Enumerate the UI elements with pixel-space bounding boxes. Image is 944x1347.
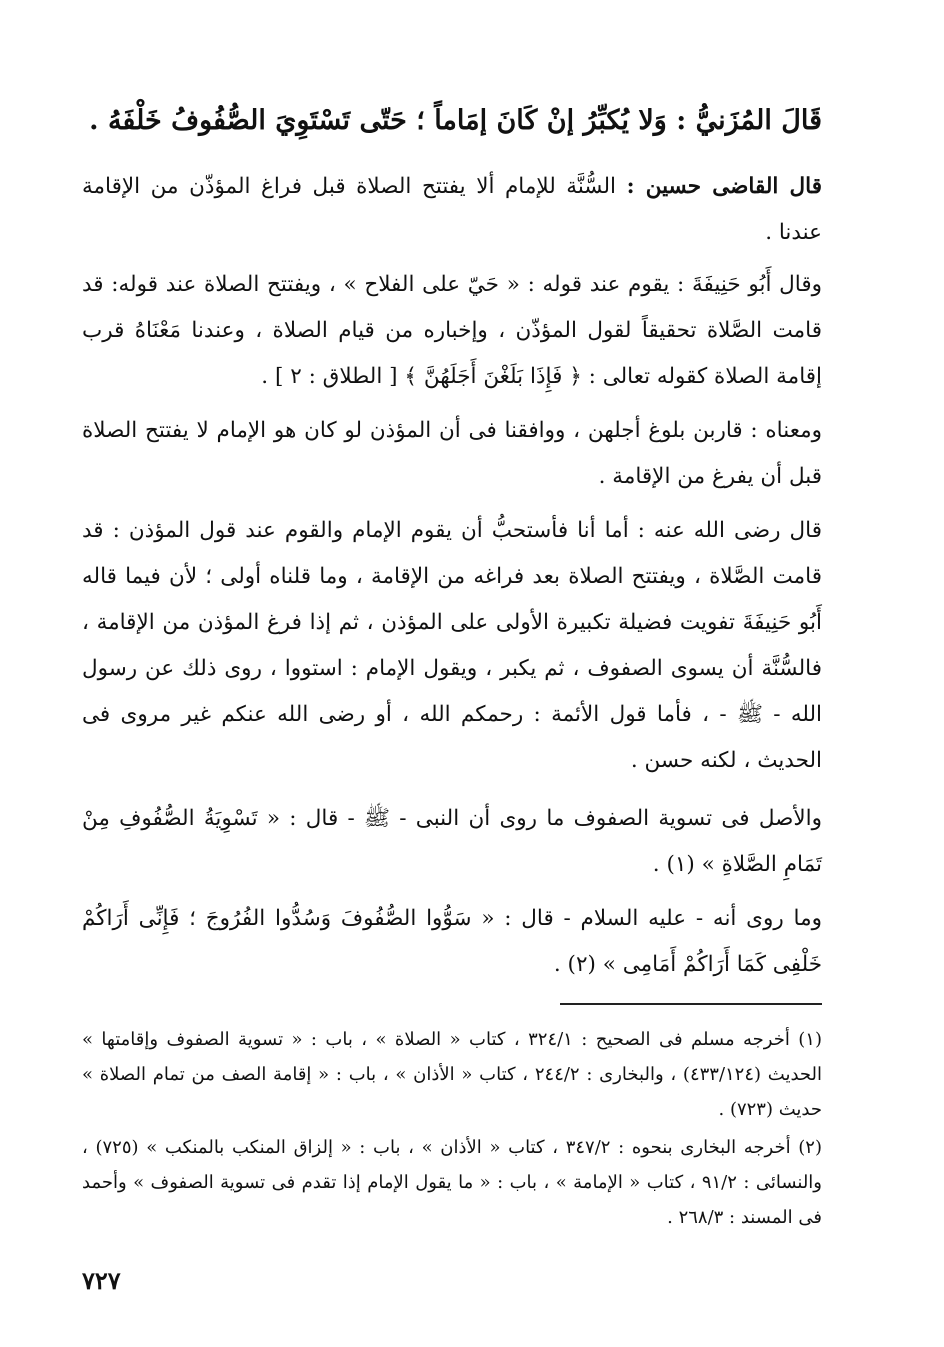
- paragraph-text: ومعناه : قاربن بلوغ أجلهن ، ووافقنا فى أن المؤذن لو كان هو الإمام لا يفتتح الصلاة قبل أن يفرغ من الإقامة .: [82, 418, 822, 489]
- paragraph-5: [82, 796, 822, 888]
- paragraph-4: [82, 508, 822, 784]
- paragraph-text: وما روى أنه - عليه السلام - قال : « سَوُّوا الصُّفُوفَ وَسُدُّوا الفُرُوجَ ؛ فَإِنِّى أَرَاكُمْ خَلْفِى كَمَا أَرَاكُمْ أَمَامِى » (٢) .: [82, 906, 822, 977]
- paragraph-text: السُّنَّة للإمام ألا يفتتح الصلاة قبل فراغ المؤذّن من الإقامة عندنا .: [82, 174, 822, 245]
- paragraph-3: [82, 408, 822, 500]
- book-page: [82, 0, 822, 1347]
- page-number: ٧٢٧: [82, 1266, 121, 1295]
- paragraph-text: قال رضى الله عنه : أما أنا فأستحبُّ أن يقوم الإمام والقوم عند قول المؤذن : قد قامت الصَّلاة ، ويفتتح الصلاة بعد فراغه من الإقامة ، وما قلناه أولى ؛ لأن فيما قاله أَبُو حَنِيفَةَ تفويت فضيلة تكبيرة الأولى على المؤذن ، ثم إذا فرغ المؤذن من الإقامة ، فالسُّنَّة أن يسوى الصفوف ، ثم يكبر ، ويقول الإمام : استووا ، روى ذلك عن رسول الله - ﷺ - ، فأما قول الأئمة : رحمكم الله ، أو رضى الله عنكم غير مروى فى الحديث ، لكنه حسن .: [82, 518, 822, 773]
- footnote-1: (١) أخرجه مسلم فى الصحيح : ٣٢٤/١ ، كتاب « الصلاة » ، باب : « تسوية الصفوف وإقامتها » الحديث (٤٣٣/١٢٤) ، والبخارى : ٢٤٤/٢ ، كتاب « الأذان » ، باب : « إقامة الصف من تمام الصلاة » حديث (٧٢٣) .: [82, 1029, 823, 1120]
- paragraph-lead: قال القاضى حسين :: [626, 174, 822, 199]
- paragraph-6: [82, 896, 822, 988]
- footnote-divider: [560, 1003, 822, 1005]
- footnote-2: (٢) أخرجه البخارى بنحوه : ٣٤٧/٢ ، كتاب « الأذان » ، باب : « إلزاق المنكب بالمنكب » (٧٢٥) ، والنسائى : ٩١/٢ ، كتاب « الإمامة » ، باب : « ما يقول الإمام إذا تقدم فى تسوية الصفوف » وأحمد فى المسند : ٢٦٨/٣ .: [82, 1137, 822, 1228]
- paragraph-text: وقال أَبُو حَنِيفَةَ : يقوم عند قوله : « حَيّ على الفلاح » ، ويفتتح الصلاة عند قوله: قد قامت الصَّلاة تحقيقاً لقول المؤذّن ، وإخباره من قيام الصلاة ، وعندنا مَعْنَاهُ قرب إقامة الصلاة كقوله تعالى : ﴿ فَإِذَا بَلَغْنَ أَجَلَهُنَّ ﴾ [ الطلاق : ٢ ] .: [82, 272, 822, 389]
- paragraph-1: [82, 164, 822, 256]
- paragraph-text: والأصل فى تسوية الصفوف ما روى أن النبى - ﷺ - قال : « تَسْوِيَةُ الصُّفُوفِ مِنْ تَمَامِ الصَّلاةِ » (١) .: [82, 806, 822, 877]
- paragraph-2: [82, 262, 822, 400]
- opening-statement: قَالَ المُزَنيُّ : وَلا يُكبِّرُ إنْ كَانَ إمَاماً ؛ حَتّى تَسْتَوِيَ الصُّفُوفُ خَلْفَهُ .: [89, 105, 822, 136]
